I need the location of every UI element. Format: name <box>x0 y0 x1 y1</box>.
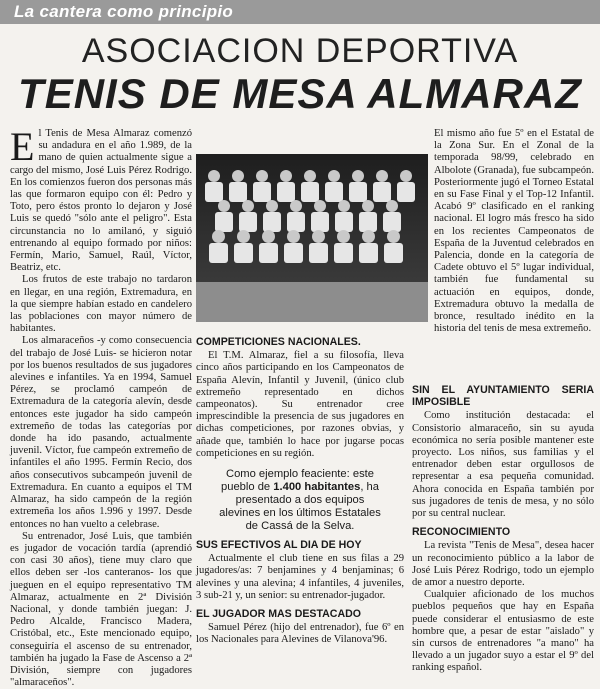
photo-figure-head <box>212 230 225 243</box>
photo-figure-body <box>359 243 378 263</box>
photo-figure-body <box>263 212 281 232</box>
photo-figure-body <box>284 243 303 263</box>
photo-figure-head <box>314 200 326 212</box>
photo-figure-head <box>400 170 412 182</box>
section-subhead: SIN EL AYUNTAMIENTO SERIA IMPOSIBLE <box>412 384 594 409</box>
photo-figure-body <box>309 243 328 263</box>
paragraph: El T.M. Almaraz, fiel a su filosofía, lleva cinco años participando en los Campeonatos de España Alevín, Infantil y Juvenil, (único club extremeño representado en dichos campeonatos). Su entrenador cree imprescindible la presencia de sus jugadores en dichas competiciones, por razones obvias, y añade que, también lo hace por jugarse pocas competiciones en su región. <box>196 350 404 459</box>
paragraph: Actualmente el club tiene en sus filas a 29 jugadores/as: 7 benjamines y 4 benjaminas; 6 alevines y una alevina; 4 infantiles, 4 juveniles, 3 sub-21 y, un senior: su entrenador-jugador. <box>196 553 404 601</box>
photo-figure-head <box>338 200 350 212</box>
paragraph: Los almaraceños -y como consecuencia del trabajo de José Luis- se hicieron notar por los buenos resultados de sus jugadores alevines e infantiles. Ya en 1994, Samuel Pérez, se proclamó campeón de Extremadura de la categoría alevín, desde entonces este jugador ha sido campeón extremeño de todas las categorías por donde ha ido pasando, actualmente juvenil. Víctor, fue campeón extremeño de infantiles el año 1995. Fermín Recio, dos años consecutivos subcampeón juvenil de Extremadura. En cuanto a equipos el TM Almaraz, ha sido campeón de la región extremeña los años 1.996 y 1997. Desde entonces no han vuelto a celebrase. <box>10 335 192 530</box>
photo-figure-head <box>290 200 302 212</box>
paragraph: Samuel Pérez (hijo del entrenador), fue 6º en los Nacionales para Alevines de Vilanova'96. <box>196 622 404 646</box>
paragraph: Su entrenador, José Luis, que también es jugador de vocación tardía (aprendió con casi 30 años), tiene muy claro que ellos deben ser -los canteranos- los que jueguen en el equipo representativo TM Almaraz, actualmente en 2ª División Nacional, y donde también juegan: J. Pedro Alcalde, Francisco Madera, Cristóbal, etc., Este mencionado equipo, conseguiría el ascenso de su entrenador, también ha jugado la Fase de Ascenso a 2ª División, siempre con jugadores "almaraceños". <box>10 530 192 689</box>
photo-figure-body <box>334 243 353 263</box>
photo-figure-head <box>376 170 388 182</box>
photo-figure-head <box>352 170 364 182</box>
headline-line-1: ASOCIACION DEPORTIVA <box>81 32 519 70</box>
article-column-3 <box>434 128 594 378</box>
paragraph: La revista "Tenis de Mesa", desea hacer un reconocimiento público a la labor de José Luis Pérez Rodrigo, todo un ejemplo de amor a nuestro deporte. <box>412 540 594 589</box>
section-subhead: RECONOCIMIENTO <box>412 526 511 539</box>
photo-figure-body <box>229 182 247 202</box>
photo-figure-body <box>384 243 403 263</box>
paragraph: Cualquier aficionado de los muchos pueblos pequeños que hay en España puede considerar el entusiasmo de este hombre que, a pesar de estar "aislado" y sin cursos de entrenadores "a mano" ha llevado a un jugador suyo a estar el 9º del ranking español. <box>412 589 594 674</box>
photo-figure-body <box>259 243 278 263</box>
callout-quote: Como ejemplo feaciente: este pueblo de 1.400 habitantes, ha presentado a dos equipos alevines en los últimos Estatales de Cassá de la Selva. <box>219 468 381 533</box>
photo-figure-head <box>262 230 275 243</box>
section-subhead: COMPETICIONES NACIONALES. <box>196 336 361 348</box>
photo-figure-head <box>242 200 254 212</box>
photo-figure-head <box>328 170 340 182</box>
photo-figure-body <box>215 212 233 232</box>
photo-figure-body <box>205 182 223 202</box>
photo-figure-head <box>280 170 292 182</box>
photo-figure-head <box>387 230 400 243</box>
photo-figure-body <box>209 243 228 263</box>
photo-figure-body <box>239 212 257 232</box>
headline-line-2: TENIS DE MESA ALMARAZ <box>18 70 582 117</box>
photo-figure-head <box>218 200 230 212</box>
photo-figure-body <box>349 182 367 202</box>
photo-figure-body <box>311 212 329 232</box>
paragraph: Como institución destacada: el Consistorio almaraceño, sin su ayuda económica no sería posible mantener este proyecto. Los niños, sus familias y el entrenador deben estar orgullosos de representar a esa pequeña comunidad. Ahora conocida en España también por sus jugadores de tenis de mesa, y no sólo por su central nuclear. <box>412 410 594 520</box>
photo-figure-body <box>253 182 271 202</box>
photo-figure-head <box>208 170 220 182</box>
photo-figure-body <box>287 212 305 232</box>
article-column-3-lower <box>412 378 594 674</box>
photo-figure-body <box>373 182 391 202</box>
photo-figure-head <box>287 230 300 243</box>
paragraph: El Tenis de Mesa Almaraz comenzó su andadura en el año 1.989, de la mano de quien actualmente sigue a cargo del mismo, José Luis Pérez Rodrigo. En los comienzos fueron dos personas más las que formaron equipo con él: Pedro y Toto, pero éstos pronto lo dejaron y José Luis se quedó "sólo ante el peligro". Esta circunstancia no lo amilanó, y siguió entrenando al equipo formado por niños: Fermín, Mario, Samuel, Raúl, Víctor, Beatriz, etc. <box>10 124 192 274</box>
kicker-bar <box>0 0 600 24</box>
photo-figure-head <box>362 200 374 212</box>
photo-figure-head <box>312 230 325 243</box>
photo-figure-head <box>386 200 398 212</box>
photo-figure-head <box>337 230 350 243</box>
kicker-text: La cantera como principio <box>14 2 234 21</box>
section-subhead: EL JUGADOR MAS DESTACADO <box>196 608 361 621</box>
photo-figure-body <box>335 212 353 232</box>
article-column-1 <box>10 124 192 689</box>
photo-figure-head <box>266 200 278 212</box>
photo-figure-body <box>383 212 401 232</box>
team-photo <box>196 154 428 322</box>
photo-figure-body <box>397 182 415 202</box>
section-subhead: SUS EFECTIVOS AL DIA DE HOY <box>196 539 362 552</box>
paragraph: Los frutos de este trabajo no tardaron en llegar, en una región, Extremadura, en la que siempre habían estado en candelero las poblaciones con mayor número de habitantes. <box>10 274 192 335</box>
photo-figure-head <box>362 230 375 243</box>
photo-figure-body <box>234 243 253 263</box>
photo-figure-head <box>256 170 268 182</box>
photo-figure-head <box>304 170 316 182</box>
paragraph: El mismo año fue 5º en el Estatal de la Zona Sur. En el Zonal de la temporada 98/99, celebrado en Albolote (Granada), fue subcampeón. Posteriormente jugó el Torneo Estatal en su Fase Final y el Top-12 Infantil. Acabó 9º clasificado en el ranking nacional. El logro más fresco ha sido en los recientes Campeonatos de España de la Juventud celebrados en Palencia, donde en la categoría de Cadete obtuvo el 5º lugar individual, también fue fundamental su actuación en equipos, donde, Extremadura obtuvo la medalla de bronce, resultado inédito en la historia del tenis de mesa extremeño. <box>434 128 594 335</box>
photo-figure-body <box>359 212 377 232</box>
photo-figure-head <box>232 170 244 182</box>
photo-figure-body <box>325 182 343 202</box>
photo-figure-head <box>237 230 250 243</box>
photo-figure-body <box>277 182 295 202</box>
drop-cap: E <box>10 124 35 169</box>
article-column-2 <box>196 330 404 646</box>
photo-figure-body <box>301 182 319 202</box>
